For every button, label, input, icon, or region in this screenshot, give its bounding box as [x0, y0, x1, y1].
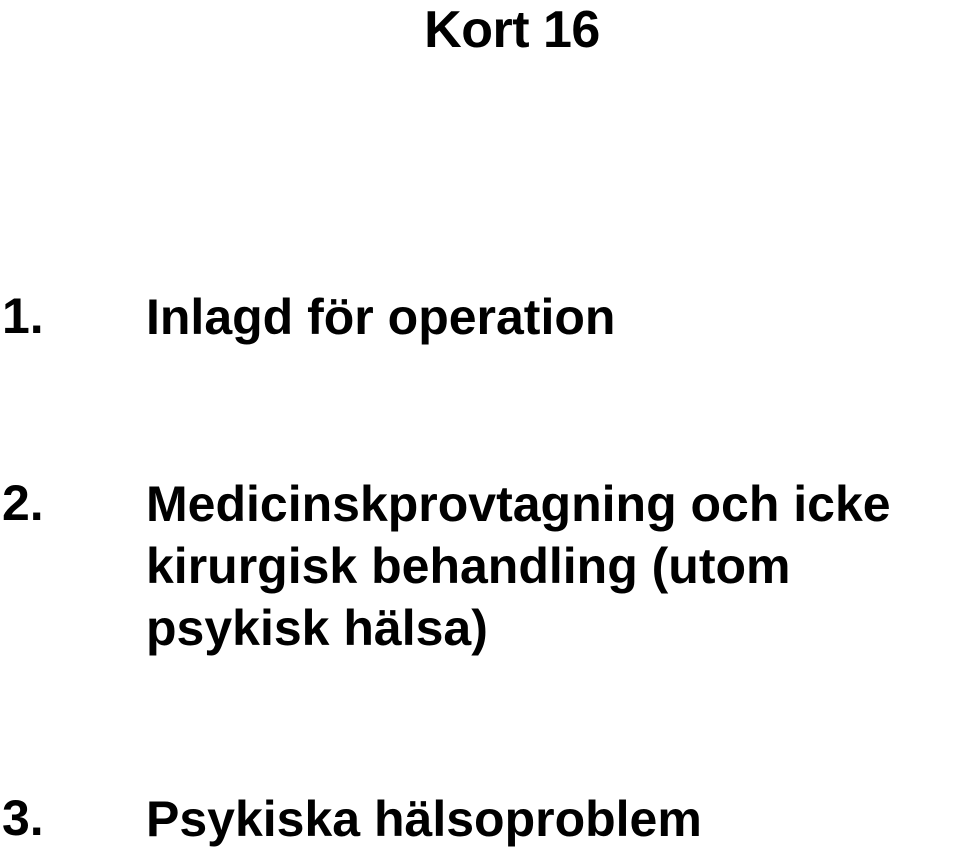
list-item	[0, 473, 960, 663]
list-item	[0, 788, 960, 850]
list-item	[0, 286, 960, 348]
item-text	[146, 473, 960, 659]
item-text	[146, 788, 960, 850]
page-title: Kort 16	[424, 1, 600, 59]
item-number: 2.	[2, 475, 44, 531]
item-number: 1.	[2, 288, 44, 344]
item-text-line: Medicinskprovtagning och icke	[146, 476, 891, 532]
item-text	[146, 286, 960, 348]
item-text-line: psykisk hälsa)	[146, 600, 488, 656]
item-text-line: kirurgisk behandling (utom	[146, 538, 791, 594]
item-text-line: Inlagd för operation	[146, 289, 616, 345]
item-number: 3.	[2, 790, 44, 846]
item-text-line: Psykiska hälsoproblem	[146, 791, 702, 847]
